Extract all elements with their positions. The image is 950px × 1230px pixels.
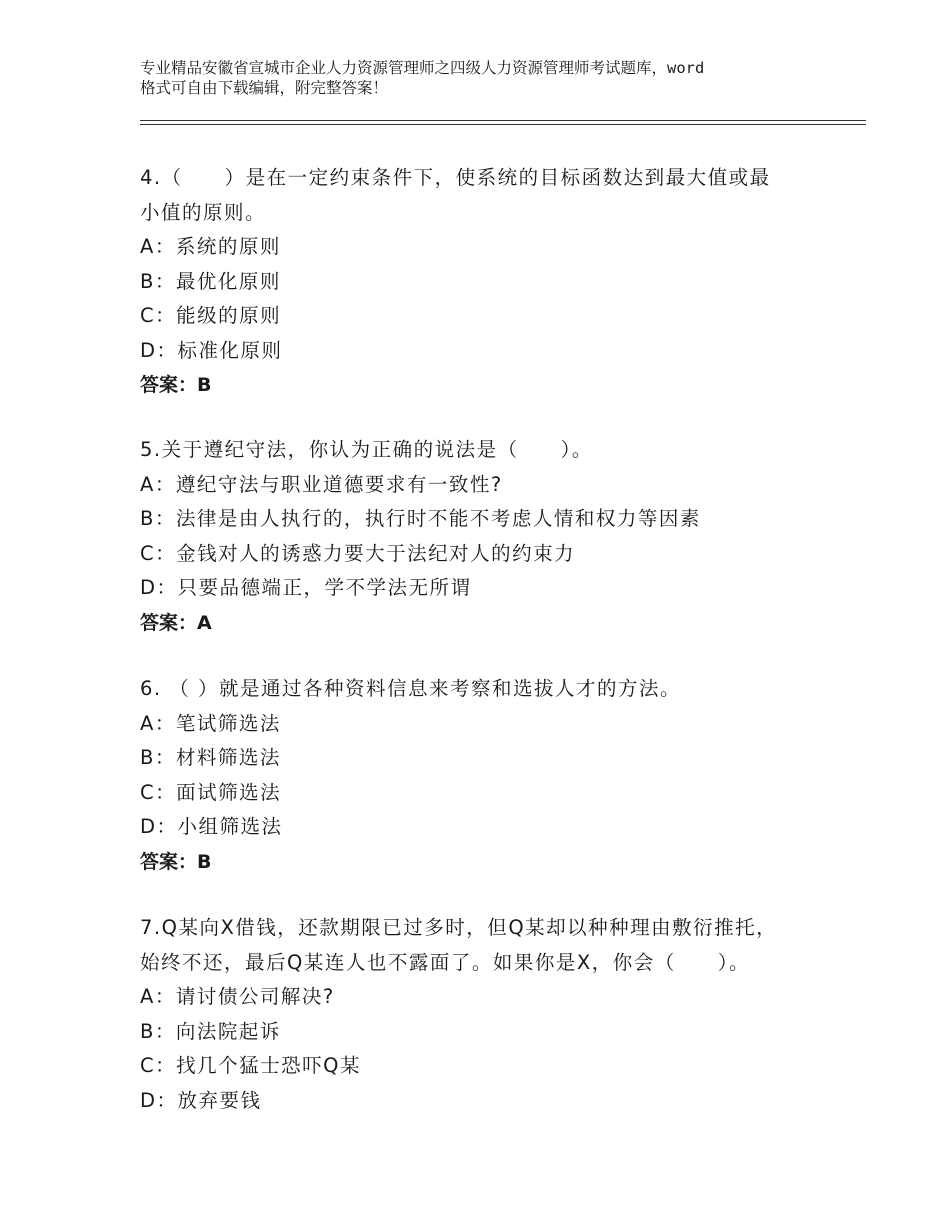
header-line-2: 格式可自由下载编辑，附完整答案！ <box>140 79 389 97</box>
option-b: B：最优化原则 <box>140 269 281 293</box>
answer-value: A <box>197 611 212 634</box>
answer-label: 答案： <box>140 850 198 873</box>
option-d: D：标准化原则 <box>140 338 283 362</box>
option-a: A：系统的原则 <box>140 235 281 258</box>
question-stem: 6. （ ）就是通过各种资料信息来考察和选拔人才的方法。 <box>140 677 682 700</box>
document-header <box>140 58 830 98</box>
question-4 <box>140 161 820 403</box>
answer-line <box>140 368 820 403</box>
question-6 <box>140 672 820 879</box>
option-a: A：笔试筛选法 <box>140 711 281 735</box>
question-stem: 7.Q某向X借钱，还款期限已过多时，但Q某却以种种理由敷衍推托， <box>140 916 778 939</box>
header-divider-bottom <box>140 124 866 125</box>
option-b: B：法律是由人执行的，执行时不能不考虑人情和权力等因素 <box>140 507 701 530</box>
answer-label: 答案： <box>140 374 198 396</box>
question-stem: 4.（ ）是在一定约束条件下，使系统的目标函数达到最大值或最 <box>140 166 771 189</box>
answer-line <box>140 845 820 880</box>
question-7 <box>140 911 820 1118</box>
question-stem: 5.关于遵纪守法，你认为正确的说法是（ ）。 <box>140 438 593 461</box>
question-5 <box>140 433 820 640</box>
question-stem: 始终不还，最后Q某连人也不露面了。如果你是X，你会（ ）。 <box>140 950 750 974</box>
answer-label: 答案： <box>140 611 198 634</box>
answer-line <box>140 606 820 641</box>
option-c: C：能级的原则 <box>140 304 282 327</box>
question-stem: 小值的原则。 <box>140 200 267 224</box>
header-divider-top <box>140 120 866 121</box>
option-b: B：材料筛选法 <box>140 746 281 769</box>
option-a: A：遵纪守法与职业道德要求有一致性? <box>140 472 503 496</box>
option-c: C：找几个猛士恐吓Q某 <box>140 1054 361 1077</box>
option-a: A：请讨债公司解决? <box>140 985 335 1008</box>
answer-value: B <box>197 374 212 396</box>
answer-value: B <box>197 850 212 873</box>
option-b: B：向法院起诉 <box>140 1019 281 1043</box>
option-d: D：放弃要钱 <box>140 1088 262 1112</box>
option-d: D：小组筛选法 <box>140 815 283 838</box>
option-c: C：面试筛选法 <box>140 780 282 804</box>
option-d: D：只要品德端正，学不学法无所谓 <box>140 576 472 599</box>
option-c: C：金钱对人的诱惑力要大于法纪对人的约束力 <box>140 541 576 565</box>
header-line-1: 专业精品安徽省宣城市企业人力资源管理师之四级人力资源管理师考试题库，word <box>140 59 705 77</box>
